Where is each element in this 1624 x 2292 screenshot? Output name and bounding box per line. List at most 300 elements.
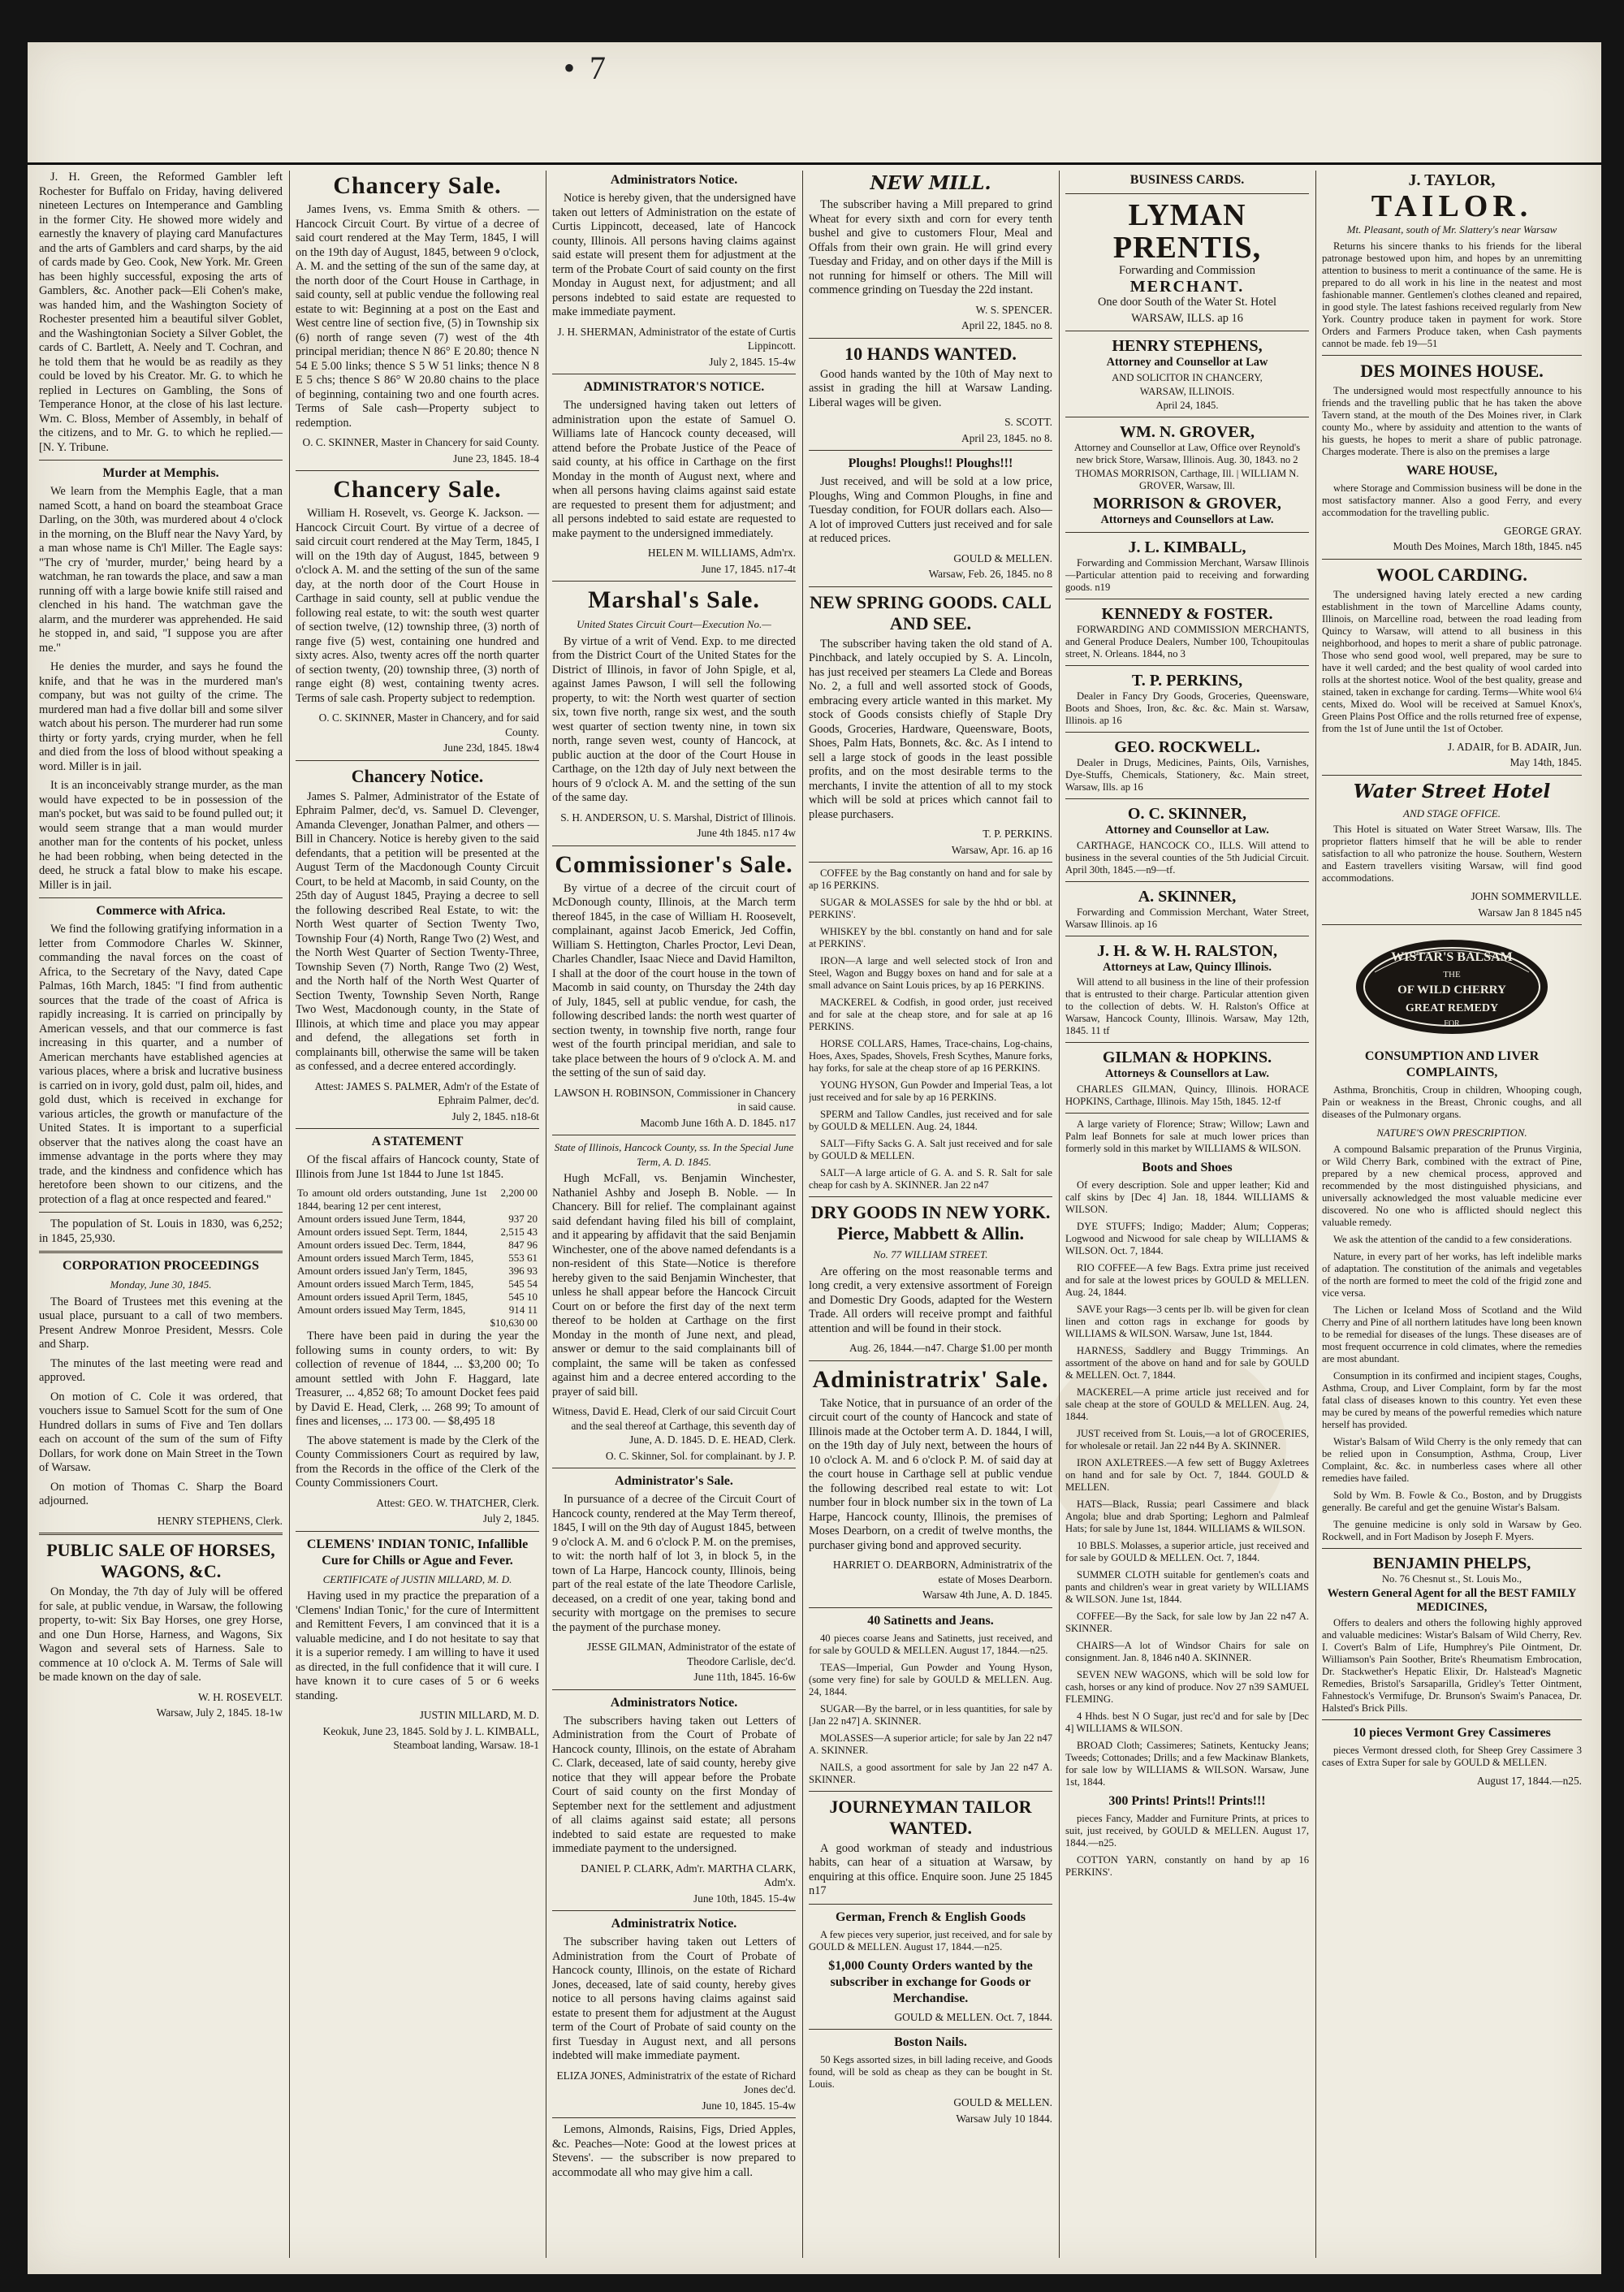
page-mark: • 7 — [564, 50, 610, 86]
ad-coffee: COFFEE by the Bag constantly on hand and for sale by ap 16 PERKINS. — [809, 867, 1052, 891]
fiscal-item: Amount orders issued April Term, 1845, — [297, 1291, 469, 1303]
headline-cassimeres: 10 pieces Vermont Grey Cassimeres — [1353, 1725, 1551, 1740]
article-paragraph: We learn from the Memphis Eagle, that a man named Scott, a hand on board the steamboat Grace Darling, on the 30th, was murdered about 4 o'clock in the morning, on the Bluff near the Navy Yard, by a man whose name is Ch'l Miller. The Eagle says: "The cry of 'murder, murder,' being heard by a watchman, he ran towards the place, and saw a man running off with a large bowie knife still raised and clenched in his hand. The watchman gave the alarm, and the murderer was apprehended. He said he stopped in, and said, "I suppose you are after me." — [39, 485, 283, 655]
ad-save-rags: SAVE your Rags—3 cents per lb. will be given for clean linen and cotton rags in exchange for goods by WILLIAMS & WILSON. Warsaw, June 1st, 1844. — [1065, 1303, 1309, 1339]
signature: S. SCOTT. — [1004, 416, 1052, 428]
dateline: Warsaw 4th June, A. D. 1845. — [922, 1589, 1052, 1601]
emblem-text-bot: GREAT REMEDY — [1405, 1002, 1499, 1014]
notice-paragraph: The undersigned would most respectfully announce to his friends and the travelling public that he has taken the above Tavern stand, at the mouth of the Des Moines river, in Clark county Mo., where by assiduity and attention to the wants of his guests, he hopes to merit a share of public patronage. Charges moderate. There is also on the premises a large — [1322, 384, 1582, 457]
card-henry-stephens: HENRY STEPHENS, — [1112, 337, 1263, 355]
newspaper-page — [28, 42, 1601, 2274]
notice-paragraph: Are offering on the most reasonable terms and long credit, a very extensive assortment of Foreign and Domestic Dry Goods, adapted for the Western Trade. All orders will receive prompt and faithful attention and will be found in their stock. — [809, 1265, 1052, 1335]
signature: Attest: JAMES S. PALMER, Adm'r of the Estate of Ephraim Palmer, dec'd. — [314, 1079, 539, 1106]
notice-paragraph: James Ivens, vs. Emma Smith & others. — Hancock Circuit Court. By virtue of a decree of said court rendered at the May Term, 1845, I will on the 19th day of August, 1845, between 9 o'clock, A. M. and the setting of the sun of the same day, at the north door of the Court House in Carthage, in said county, sell at public vendue the following real estate to wit: Beginning at a post on the East and West centre line of section five, (5) in Township six (6) north of range seven (7) west of the 4th principal meridian; thence N 86° E 20.80; thence N 54 E 5.00 links; thence S 5 W 51 links; thence N 8 E 5 chs; thence S 86° W 20.80 chains to the place of beginning, containing two and one fourth acres. Terms of Sale cash—Property subject to redemption. — [296, 203, 539, 430]
dateline: April 22, 1845. no 8. — [961, 319, 1052, 331]
ad-nails: NAILS, a good assortment for sale by Jan 22 n47 A. SKINNER. — [809, 1761, 1052, 1785]
notice-paragraph: Sold by Wm. B. Fowle & Co., Boston, and by Druggists generally. Be careful and get the genuine Wistar's Balsam. — [1322, 1489, 1582, 1513]
card-benjamin-phelps: BENJAMIN PHELPS, — [1372, 1554, 1531, 1572]
ad-iron-axletrees: IRON AXLETREES.—A few sett of Buggy Axletrees on hand and for sale by Oct. 7, 1844. GOULD & MELLEN. — [1065, 1456, 1309, 1493]
dateline: O. C. Skinner, Sol. for complainant. by J. P. — [605, 1449, 796, 1462]
separator — [809, 1607, 1052, 1608]
ad-molasses: 10 BBLS. Molasses, a superior article, just received and for sale by GOULD & MELLEN. Oct. 7, 1844. — [1065, 1539, 1309, 1563]
fiscal-item: Amount orders issued Sept. Term, 1844, — [297, 1226, 468, 1238]
article-paragraph: On motion of Thomas C. Sharp the Board adjourned. — [39, 1480, 283, 1507]
separator — [552, 845, 796, 846]
notice-paragraph: A good workman of steady and industrious habits, can hear of a situation at Warsaw, by enquiring at this office. Enquire soon. June 25 1845 n17 — [809, 1841, 1052, 1897]
separator — [1322, 355, 1582, 356]
card-line: Dealer in Drugs, Medicines, Paints, Oils, Varnishes, Dye-Stuffs, Chemicals, Stationery, &c. Main street, Warsaw, Ills. ap 16 — [1065, 757, 1309, 793]
notice-paragraph: Just received, and will be sold at a low price, Ploughs, Wing and Common Ploughs, in fine and Tuesday condition, for FOUR dollars each. Also—A lot of improved Cutters just received and for sale at reduced prices. — [809, 475, 1052, 545]
fiscal-amount: $10,630 00 — [490, 1317, 538, 1329]
card-line: Dealer in Fancy Dry Goods, Groceries, Queensware, Boots and Shoes, Iron, &c. &c. &c. Main st. Warsaw, Illinois. ap 16 — [1065, 690, 1309, 726]
article-green-gambler: J. H. Green, the Reformed Gambler left Rochester for Buffalo on Friday, having delivered nineteen Lectures on Intemperance and Gambling in the former City. He showed more widely and earnestly the knavery of playing card Manufactures and the arts of Gamblers and card sharps, by the aid of cards made by Geo. Cook, New York. Mr. Green has been highly successful, exposing the arts of Gamblers, &c. Another pack—Eli Cohen's make, was handed him, and the Washington Society of Rochester presented him a beautiful silver Goblet, and the Washingtonian Society a Silver Goblet, the cards of C. Bartlett, A. Neely and T. Cochran, and he told them that he would be as readily as they could be loved by his Creator. Mr. G. to which he replied in Lectures on Gambling, the Sons of Temperance Honor, at the close of his last lecture. Wm. C. Bloss, Member of Assembly, in behalf of the citizens, and to Mr. G. to which he replied.—[N. Y. Tribune. — [39, 171, 283, 454]
column-5 — [1065, 171, 1309, 2258]
card-lyman-prentis: LYMAN PRENTIS, — [1112, 198, 1262, 265]
emblem-text-mid: OF WILD CHERRY — [1397, 984, 1506, 997]
ad-salt: SALT—Fifty Sacks G. A. Salt just received and for sale by GOULD & MELLEN. — [809, 1138, 1052, 1161]
signature: GEORGE GRAY. — [1504, 524, 1582, 537]
card-line: WARSAW, ILLINOIS. — [1139, 385, 1235, 397]
ad-harness: HARNESS, Saddlery and Buggy Trimmings. An assortment of the above on hand and for sale by GOULD & MELLEN. Oct. 7, 1844. — [1065, 1344, 1309, 1381]
notice-paragraph: On Monday, the 7th day of July will be offered for sale, at public vendue, in Warsaw, the following property, to-wit: Six Bay Horses, one grey Horse, and one Dun Horse, Harness, and Wagons, Six Wagon and several sets of Harness. Sale to commence at 10 o'clock A. M. Terms of Sale will be made known on the day of sale. — [39, 1585, 283, 1684]
fiscal-table — [296, 1187, 539, 1330]
separator — [1322, 775, 1582, 776]
fiscal-amount: 545 10 — [508, 1291, 538, 1303]
signature: HELEN M. WILLIAMS, Adm'rx. — [647, 547, 796, 559]
signature: Witness, David E. Head, Clerk of our said Circuit Court and the seal thereof at Carthage, this seventh day of June, A. D. 1845. D. E. HEAD, Clerk. — [552, 1405, 796, 1446]
separator — [552, 1910, 796, 1911]
separator — [809, 586, 1052, 587]
notice-paragraph: Asthma, Bronchitis, Croup in children, Whooping cough, Pain or weakness in the Breast, Chronic coughs, and all diseases of the Pulmonary organs. — [1322, 1084, 1582, 1120]
dateline: Warsaw July 10 1844. — [956, 2112, 1052, 2125]
dateline: June 10, 1845. 15-4w — [702, 2099, 796, 2112]
separator — [296, 470, 539, 471]
signature: W. H. ROSEVELT. — [197, 1690, 283, 1703]
dateline: June 17, 1845. n17-4t — [701, 562, 796, 575]
article-paragraph: The population of St. Louis in 1830, was 6,252; in 1845, 25,930. — [39, 1217, 283, 1245]
fiscal-amount: 937 20 — [508, 1213, 538, 1225]
fiscal-item: Amount orders issued Jan'y Term, 1845, — [297, 1265, 468, 1277]
ad-mackerel: MACKEREL—A prime article just received and for sale cheap at the store of GOULD & MELLEN. Aug. 24, 1844. — [1065, 1386, 1309, 1422]
ad-dye-stuffs: DYE STUFFS; Indigo; Madder; Alum; Copperas; Logwood and Nicwood for sale cheap by WILLIAMS & WILSON. Oct. 7, 1844. — [1065, 1220, 1309, 1256]
card-line: No. 76 Chesnut st., St. Louis Mo., — [1381, 1572, 1522, 1585]
fiscal-item: Amount orders issued Dec. Term, 1844, — [297, 1239, 466, 1251]
separator — [1065, 1113, 1309, 1114]
column-rule — [802, 171, 803, 2258]
separator — [39, 460, 283, 461]
ad-horse-collars: HORSE COLLARS, Hames, Trace-chains, Log-chains, Hoes, Axes, Spades, Shovels, Fresh Scythes, Manure forks, hay forks, for sale at the cheap store of ap 16 PERKINS. — [809, 1038, 1052, 1074]
card-line: April 24, 1845. — [1155, 399, 1219, 411]
card-line: Forwarding and Commission Merchant, Water Street, Warsaw Illinois. ap 16 — [1065, 906, 1309, 930]
ad-boots: Of every description. Sole and upper leather; Kid and calf skins by [Dec 4] Jan. 18, 1844. WILLIAMS & WILSON. — [1065, 1178, 1309, 1215]
signature: JOHN SOMMERVILLE. — [1471, 890, 1582, 902]
headline-business-cards: BUSINESS CARDS. — [1129, 173, 1245, 187]
signature: ELIZA JONES, Administratrix of the estate of Richard Jones dec'd. — [556, 2069, 796, 2095]
headline-administrators-notice: ADMINISTRATOR'S NOTICE. — [583, 380, 765, 394]
ad-whiskey: WHISKEY by the bbl. constantly on hand and for sale at PERKINS'. — [809, 926, 1052, 949]
subheading: NATURE'S OWN PRESCRIPTION. — [1376, 1127, 1527, 1139]
fiscal-item: Amount orders issued March Term, 1845, — [297, 1252, 474, 1264]
separator — [1065, 732, 1309, 733]
ad-cotton-yarn: COTTON YARN, constantly on hand by ap 16 PERKINS'. — [1065, 1853, 1309, 1878]
emblem-text-for: FOR — [1444, 1019, 1460, 1028]
separator — [296, 1531, 539, 1532]
headline-public-sale-horses: PUBLIC SALE OF HORSES, WAGONS, &C. — [46, 1540, 275, 1581]
dateline: Warsaw, July 2, 1845. 18-1w — [156, 1706, 283, 1719]
headline-administrators-sale: Administrator's Sale. — [615, 1474, 733, 1488]
dateline: Macomb June 16th A. D. 1845. n17 — [640, 1116, 796, 1129]
notice-paragraph: The Lichen or Iceland Moss of Scotland and the Wild Cherry and Pine of all northern latitudes have long been known to be remedial for diseases of the lungs. These diseases are of most frequent occurrence in cold climates, where the remedies are most abundant. — [1322, 1304, 1582, 1364]
card-line: Mt. Pleasant, south of Mr. Slattery's near Warsaw — [1346, 223, 1557, 236]
column-6 — [1322, 171, 1582, 2258]
notice-paragraph: Having used in my practice the preparation of a 'Clemens' Indian Tonic,' for the cure of Intermittent and Remittent Fevers, I am convinced that it is a valuable medicine, and I do not hesitate to say that it is a superior remedy. I am willing to have it used as directed, in the full confidence that it will cure. I have known it to cure cases of 5 or 6 weeks standing. — [296, 1589, 539, 1702]
separator — [39, 1533, 283, 1535]
headline-chancery-sale: Chancery Sale. — [333, 172, 502, 199]
signature: GOULD & MELLEN. — [953, 2096, 1052, 2108]
headline-journeyman-tailor: JOURNEYMAN TAILOR WANTED. — [829, 1796, 1032, 1838]
signature: HARRIET O. DEARBORN, Administratrix of the estate of Moses Dearborn. — [832, 1559, 1052, 1585]
headline-chancery-sale: Chancery Sale. — [333, 476, 502, 503]
headline-administratrix-notice: Administratrix Notice. — [611, 1917, 737, 1931]
dateline: Mouth Des Moines, March 18th, 1845. n45 — [1393, 540, 1582, 552]
fiscal-row — [296, 1265, 539, 1278]
card-tailor: TAILOR. — [1371, 189, 1533, 223]
article-paragraph: It is an inconceivably strange murder, as the man would have expected to be in possession of the man's pocket, but was said to be found pulled out; it would seem strange that a man would murder another man for the contents of his pocket, unless he had been robbing, when being detected in the deed, he struck a fatal blow to make his escape. Miller is in jail. — [39, 779, 283, 892]
signature: GOULD & MELLEN. Oct. 7, 1844. — [894, 2010, 1052, 2023]
dateline: May 14th, 1845. — [1510, 756, 1582, 768]
article-paragraph: He denies the murder, and says he found the knife, and that he was in the murdered man's company, but was not guilty of the crime. The murdered man had a five dollar bill and some silver watch about his person. The murderer had run some thirty or forty yards, crying murder, when he fell and died from the loss of blood without speaking a word. Miller is in jail. — [39, 660, 283, 773]
ad-cassimeres: pieces Vermont dressed cloth, for Sheep Grey Cassimere 3 cases of Extra Super for sale by GOULD & MELLEN. — [1322, 1744, 1582, 1768]
ad-young-hyson: YOUNG HYSON, Gun Powder and Imperial Teas, a lot just received and for sale by ap 16 PERKINS. — [809, 1079, 1052, 1103]
separator — [809, 1904, 1052, 1905]
fiscal-amount: 847 96 — [508, 1239, 538, 1251]
separator — [1065, 193, 1309, 194]
column-rule — [1059, 171, 1060, 2258]
ad-foreign-goods: A few pieces very superior, just received, and for sale by GOULD & MELLEN. August 17, 1844.—n25. — [809, 1928, 1052, 1953]
emblem-text-the: THE — [1443, 970, 1461, 980]
dateline: Aug. 26, 1844.—n47. Charge $1.00 per month — [849, 1342, 1052, 1354]
ad-mackerel: MACKEREL & Codfish, in good order, just received and for sale at the cheap store, and for sale at ap 16 PERKINS. — [809, 997, 1052, 1032]
headline-commerce-africa: Commerce with Africa. — [96, 904, 226, 918]
ad-boston-nails: 50 Kegs assorted sizes, in bill lading receive, and Goods found, will be sold as cheap as they can be bought in St. Louis. — [809, 2054, 1052, 2090]
headline-county-orders: $1,000 County Orders wanted by the subscriber in exchange for Goods or Merchandise. — [828, 1958, 1033, 2005]
fiscal-item: To amount old orders outstanding, June 1st 1844, bearing 12 per cent interest, — [297, 1187, 487, 1212]
separator — [552, 581, 796, 582]
notice-paragraph: There have been paid in during the year the following sums in county orders, to wit: By collection of revenue of 1844, ... $3,200 00; To amount settled with John F. Haggard, late Treasurer, ... 4,852 68; To amount Docket fees paid by David E. Head, Clerk, ... 268 99; To amount of fines and licenses, ... 173 00. — $8,495 18 — [296, 1330, 539, 1428]
fiscal-item: Amount orders issued March Term, 1845, — [297, 1278, 474, 1290]
signature: Attest: GEO. W. THATCHER, Clerk. — [376, 1496, 539, 1509]
subheading: United States Circuit Court—Execution No.— — [577, 618, 771, 630]
card-line: One door South of the Water St. Hotel — [1098, 296, 1276, 309]
ad-summer-cloth: SUMMER CLOTH suitable for gentlemen's coats and pants and children's wear in great variety by WILLIAMS & WILSON. June 1st, 1844. — [1065, 1568, 1309, 1605]
ad-molasses: MOLASSES—A superior article; for sale by Jan 22 n47 A. SKINNER. — [809, 1732, 1052, 1756]
separator — [39, 1212, 283, 1213]
card-role: Attorneys & Counsellors at Law. — [1105, 1067, 1269, 1080]
card-kimball: J. L. KIMBALL, — [1128, 538, 1246, 556]
card-kennedy-foster: KENNEDY & FOSTER. — [1101, 605, 1273, 623]
separator — [552, 2117, 796, 2118]
ad-hats: HATS—Black, Russia; pearl Cassimere and black Angola; blue and drab Sporting; Leghorn and Palmleaf Hats; for sale by June 1st, 1844. WILLIAMS & WILSON. — [1065, 1498, 1309, 1534]
fiscal-row — [296, 1278, 539, 1291]
notice-paragraph: A compound Balsamic preparation of the Prunus Virginia, or Wild Cherry Bark, combined with the extract of Pine, prepared by a new chemical process, approved and recommended by the most distinguished physicians, and universally acknowledged the most valuable medicine ever discovered. No one who is afflicted should neglect this valuable remedy. — [1322, 1143, 1582, 1228]
signature: T. P. PERKINS. — [983, 828, 1052, 840]
headline-administrators-notice: Administrators Notice. — [610, 1695, 738, 1710]
fiscal-item — [296, 1317, 489, 1330]
dateline: June 11th, 1845. 16-6w — [693, 1671, 796, 1683]
ad-broad-cloth: BROAD Cloth; Cassimeres; Satinets, Kentucky Jeans; Tweeds; Cottonades; Drills; and a few Mackinaw Blankets, for sale low by WILLIAMS & WILSON. Warsaw, June 1st, 1844. — [1065, 1739, 1309, 1788]
column-1 — [39, 171, 283, 2258]
column-rule — [289, 171, 290, 2258]
dateline: June 10th, 1845. 15-4w — [693, 1892, 796, 1905]
fiscal-row — [296, 1187, 539, 1213]
card-ralston: J. H. & W. H. RALSTON, — [1097, 941, 1277, 960]
fiscal-row — [296, 1252, 539, 1265]
notice-paragraph: Good hands wanted by the 10th of May next to assist in grading the hill at Warsaw Landing. Liberal wages will be given. — [809, 367, 1052, 409]
fiscal-row — [296, 1226, 539, 1239]
separator — [1322, 1719, 1582, 1720]
headline-commissioners-sale: Commissioner's Sale. — [555, 850, 793, 878]
card-gilman-hopkins: GILMAN & HOPKINS. — [1102, 1049, 1272, 1066]
card-oc-skinner: O. C. SKINNER, — [1127, 805, 1247, 823]
ad-coffee: COFFEE—By the Sack, for sale low by Jan 22 n47 A. SKINNER. — [1065, 1610, 1309, 1634]
signature: S. H. ANDERSON, U. S. Marshal, District of Illinois. — [560, 811, 796, 824]
article-paragraph: The Board of Trustees met this evening at the usual place, pursuant to a call of two members. Present Andrew Monroe President, Messrs. Cole and Sharp. — [39, 1295, 283, 1351]
ad-sugar: SUGAR—By the barrel, or in less quantities, for sale by [Jan 22 n47] A. SKINNER. — [809, 1702, 1052, 1727]
card-line: AND SOLICITOR IN CHANCERY, — [1112, 371, 1263, 383]
fiscal-amount: 396 93 — [508, 1265, 538, 1277]
card-line: Attorney and Counsellor at Law, Office over Reynold's new brick Store, Warsaw, Illinois. Aug. 30, 1843. no 2 — [1073, 441, 1301, 465]
notice-paragraph: We ask the attention of the candid to a few considerations. — [1333, 1233, 1572, 1245]
ad-satinetts: 40 pieces coarse Jeans and Satinetts, just received, and for sale by GOULD & MELLEN. August 17, 1844.—n25. — [809, 1632, 1052, 1656]
card-morrison-grover: MORRISON & GROVER, — [1093, 494, 1281, 512]
fiscal-row — [296, 1239, 539, 1252]
headline-administratrix-sale: Administratrix' Sale. — [812, 1365, 1049, 1393]
headline-statement: A STATEMENT — [371, 1135, 464, 1148]
notice-paragraph: William H. Rosevelt, vs. George K. Jackson. — Hancock Circuit Court. By virtue of a decree of said circuit court rendered at the May Term, 1845, I will on the 19th day of August, 1845, between 9 o'clock A. M. and the setting of the sun of the same day, at the north door of the Court House in Carthage in said county, sell at public vendue the following real estate, to wit: the south west quarter of section twelve, (12) township three, (3) north of range five (5) west, containing one hundred and sixty acres. Also, twenty acres off the north quarter of section twenty, (20) township three, (3) north of range eight (8) west, containing twenty acres. Terms of sale cash. Property subject to redemption. — [296, 507, 539, 705]
ad-chairs: CHAIRS—A lot of Windsor Chairs for sale on consignment. Jan. 8, 1846 n40 A. SKINNER. — [1065, 1639, 1309, 1663]
separator — [296, 1128, 539, 1129]
headline-boots-shoes: Boots and Shoes — [1142, 1160, 1233, 1174]
ad-salt: SALT—A large article of G. A. and S. R. Salt for sale cheap for cash by A. SKINNER. Jan 22 n47 — [809, 1167, 1052, 1191]
card-line: Will attend to all business in the line of their profession that is entrusted to their charge. Particular attention given to the collection of debts. W. H. Ralston's Office at Warsaw, Hancock County, Illinois. Warsaw, May 12th, 1845. 11 tf — [1065, 976, 1309, 1036]
column-3 — [552, 171, 796, 2258]
dateline: June 4th 1845. n17 4w — [697, 827, 796, 839]
signature: O. C. SKINNER, Master in Chancery for said County. — [302, 436, 539, 448]
column-rule — [1315, 171, 1316, 2258]
ad-teas: TEAS—Imperial, Gun Powder and Young Hyson, (some very fine) for sale by GOULD & MELLEN. Aug. 24, 1844. — [809, 1661, 1052, 1697]
signature: J. H. SHERMAN, Administrator of the estate of Curtis Lippincott. — [557, 325, 796, 352]
signature: LAWSON H. ROBINSON, Commissioner in Chancery in said cause. — [554, 1086, 796, 1113]
headline-chancery-notice: Chancery Notice. — [351, 765, 484, 786]
subheading: AND STAGE OFFICE. — [1403, 807, 1501, 819]
separator — [39, 1251, 283, 1253]
column-2 — [296, 171, 539, 2258]
separator — [809, 1791, 1052, 1792]
dateline: April 23, 1845. no 8. — [961, 431, 1052, 444]
dateline: June 23, 1845. 18-4 — [452, 452, 539, 465]
dateline: Warsaw Jan 8 1845 n45 — [1478, 906, 1582, 919]
notice-paragraph: By virtue of a writ of Vend. Exp. to me directed from the District Court of the United States for the District of Illinois, in favor of John Spigle, et al, against James Pawson, I will sell the following property, to wit: the North west quarter of section six, town five north, range six west, and the south west quarter of section twenty nine, in town six north, range seven west, county of Hancock, at public auction at the door of the Court House in Carthage, on the 12th day of July next between the hours of 9 o'clock A. M. and the setting of the sun of the same day. — [552, 634, 796, 804]
separator — [1065, 532, 1309, 533]
headline-german-french-goods: German, French & English Goods — [836, 1909, 1026, 1924]
fiscal-row — [296, 1317, 539, 1330]
header-rule — [28, 162, 1601, 165]
signature: JUSTIN MILLARD, M. D. — [419, 1709, 539, 1721]
notice-paragraph: where Storage and Commission business will be done in the most satisfactory manner. Also a good Ferry, and every accommodation for the travelling public. — [1322, 482, 1582, 518]
card-line: Forwarding and Commission — [1119, 264, 1255, 277]
notice-paragraph: Of the fiscal affairs of Hancock county, State of Illinois from June 1st 1844 to June 1st 1845. — [296, 1153, 539, 1181]
notice-paragraph: Wistar's Balsam of Wild Cherry is the only remedy that can be relied upon in Consumption, Asthma, Croup, Liver Complaint, &c. &c. in numberless cases where all other remedies have failed. — [1322, 1435, 1582, 1484]
article-paragraph: On motion of C. Cole it was ordered, that vouchers issue to Samuel Scott for the sum of One Hundred dollars in sums of Five and Ten dollars each on account of the sum of the sum of Fifty Dollars, for work done on Main Street in the Town of Warsaw. — [39, 1390, 283, 1474]
notice-paragraph: Nature, in every part of her works, has left indelible marks of adaptation. The constitution of the animals and vegetables of the north are formed to meet the cold of the frigid zone and vice versa. — [1322, 1250, 1582, 1299]
headline-clemens-tonic: CLEMENS' INDIAN TONIC, Infallible Cure for Chills or Ague and Fever. — [306, 1537, 529, 1568]
separator — [809, 338, 1052, 339]
fiscal-item: Amount orders issued June Term, 1844, — [297, 1213, 466, 1225]
headline-consumption: CONSUMPTION AND LIVER COMPLAINTS, — [1364, 1049, 1540, 1079]
dateline: July 2, 1845. 15-4w — [709, 355, 796, 368]
subheading: State of Illinois, Hancock County, ss. In the Special June Term, A. D. 1845. — [554, 1141, 794, 1168]
card-role: MERCHANT. — [1129, 277, 1245, 296]
separator — [809, 862, 1052, 863]
dateline: Warsaw, Feb. 26, 1845. no 8 — [928, 568, 1052, 580]
notice-paragraph: The subscriber having taken the old stand of A. Pinchback, and lately occupied by S. A. Lincoln, has just received per steamers La Clede and Boreas No. 2, a full and well assorted stock of Goods, embracing every article wanted in this market. My stock of Goods consists chiefly of Staple Dry Goods, Groceries, Hardware, Queensware, Boots, Shoes, Palm Hats, Bonnets, &c. &c. As I intend to sell a large stock of goods in the least possible profits, and on the most desirable terms to the merchants, I invite the attention of all to my stock which will be sold at prices which cannot fail to please purchasers. — [809, 637, 1052, 821]
ad-sugar-molasses: SUGAR & MOLASSES for sale by the hhd or bbl. at PERKINS'. — [809, 897, 1052, 920]
headline-ploughs: Ploughs! Ploughs!! Ploughs!!! — [848, 456, 1013, 470]
signature: JESSE GILMAN, Administrator of the estate of Theodore Carlisle, dec'd. — [587, 1641, 796, 1667]
fiscal-amount: 2,515 43 — [500, 1226, 538, 1238]
column-4 — [809, 171, 1052, 2258]
headline-satinetts-jeans: 40 Satinetts and Jeans. — [867, 1613, 994, 1628]
card-line: FORWARDING AND COMMISSION MERCHANTS, and General Produce Dealers, Number 100, Tchoupitoulas street, N. Orleans. 1844, no 3 — [1065, 624, 1309, 659]
notice-paragraph: Consumption in its confirmed and incipient stages, Coughs, Asthma, Croup, and Liver Complaint, form by far the most fatal class of diseases known to this country. Yet even these may be cured by means of the powerful remedies which nature herself has provided. — [1322, 1369, 1582, 1430]
headline-hands-wanted: 10 HANDS WANTED. — [844, 343, 1017, 364]
headline-murder-memphis: Murder at Memphis. — [102, 466, 219, 480]
signature: HENRY STEPHENS, Clerk. — [157, 1514, 283, 1527]
notice-paragraph: The subscriber having taken out Letters of Administration from the Court of Probate of Hancock county, Illinois, on the estate of Richard Jones, deceased, late of said county, hereby gives notice to all persons having claims against said estate to present them for adjustment at the August term of the Court of Probate of said county on the first Tuesday in August next, and all persons indebted will make immediate payment. — [552, 1935, 796, 2062]
subheading: No. 77 WILLIAM STREET. — [873, 1248, 988, 1261]
dateline: July 2, 1845. — [482, 1512, 539, 1524]
notice-paragraph: James S. Palmer, Administrator of the Estate of Ephraim Palmer, dec'd, vs. Samuel D. Clevenger, Amanda Clevenger, Jonathan Palmer, and others — Bill in Chancery. Notice is hereby given to the said defendants, that a petition will be presented at the August Term of the Macdonough County Circuit Court, to be held at Macomb, in said County, on the 25th day of August 1845, Praying a decree to sell the following described Real Estate, to wit: the North West quarter of Section Twenty Two, Township Four (4) North, Range Two (2) West, and the North West Quarter of Section Twenty-Three, Township Seven (7) North, Range Two (2) West, and the North half of the North West Quarter of Section Twenty, Township Seven North, Range Two West, Macdonough county, in the State of Illinois, at which time and place you may appear and defend, the allegations set forth in complainants bill, otherwise the same will be taken as confessed, and a decree entered accordingly. — [296, 789, 539, 1073]
signature: J. ADAIR, for B. ADAIR, Jun. — [1447, 740, 1582, 753]
separator — [1065, 665, 1309, 666]
separator — [552, 1689, 796, 1690]
separator — [809, 1196, 1052, 1197]
headline-dry-goods-new-york: DRY GOODS IN NEW YORK. Pierce, Mabbett & Allin. — [810, 1202, 1051, 1243]
card-role: Attorneys at Law, Quincy Illinois. — [1103, 960, 1272, 974]
dateline: June 23d, 1845. 18w4 — [443, 742, 539, 754]
notice-paragraph: By virtue of a decree of the circuit court of McDonough county, Illinois, at the March term thereof 1845, in the case of William H. Roosevelt, complainant, against Jacob Emerick, Jed Coffin, William S. Hettington, Charles Proctor, Levi Dean, Charles Chandler, Isaac Niece and David Hamilton, I shall at the door of the court house in the town of Macomb in said county, on Thursday the 24th day of July, 1845, sell at public vendue, for cash, the following described lands: the north west quarter of section twenty, in township five north, range four west of the fourth principal meridian, and sale to take place between the hours of 9 o'clock A. M. and the setting of the sun of said day. — [552, 881, 796, 1079]
dateline: July 2, 1845. n18-6t — [451, 1109, 539, 1122]
card-line: Forwarding and Commission Merchant, Warsaw Illinois—Particular attention paid to receiving and forwarding goods. n19 — [1065, 557, 1309, 593]
signature: DANIEL P. CLARK, Adm'r. MARTHA CLARK, Adm'x. — [581, 1862, 796, 1888]
card-wm-grover: WM. N. GROVER, — [1119, 422, 1255, 441]
ad-prints: pieces Fancy, Madder and Furniture Prints, at prices to suit, just received, by GOULD & MELLEN. August 17, 1844.—n25. — [1065, 1812, 1309, 1849]
notice-paragraph: The genuine medicine is only sold in Warsaw by Geo. Rockwell, and in Fort Madison by Joseph F. Myers. — [1322, 1518, 1582, 1542]
separator — [39, 897, 283, 898]
notice-paragraph: The undersigned having taken out letters of administration upon the estate of Samuel O. Williams late of Hancock county deceased, will attend before the Probate Justice of the Peace of said county, at his office in Carthage on the first Monday in the month of August next, where and when all persons having claims against said estate are requested to present them for adjustment; and all persons indebted to said estate are requested to make payment to the undersigned immediately. — [552, 399, 796, 540]
signature: GOULD & MELLEN. — [953, 551, 1052, 564]
card-perkins: T. P. PERKINS, — [1131, 672, 1243, 690]
notice-paragraph: This Hotel is situated on Water Street Warsaw, Ills. The proprietor flatters himself that he will be able to render satisfaction to all who patronize the house. Southern, Western and Eastern travellers visiting Warsaw, will find good accommodations. — [1322, 824, 1582, 884]
headline-corporation-proceedings: CORPORATION PROCEEDINGS — [63, 1259, 259, 1273]
headline-new-spring-goods: NEW SPRING GOODS. CALL AND SEE. — [810, 591, 1052, 634]
separator — [1322, 559, 1582, 560]
separator — [809, 2029, 1052, 2030]
ad-sugar: 4 Hhds. best N O Sugar, just rec'd and for sale by [Dec 4] WILLIAMS & WILSON. — [1065, 1710, 1309, 1734]
signature: O. C. SKINNER, Master in Chancery, and for said County. — [318, 711, 539, 738]
headline-ware-house: WARE HOUSE, — [1406, 463, 1498, 478]
ad-wagons: SEVEN NEW WAGONS, which will be sold low for cash, horses or any kind of produce. Nov 27 n39 SAMUEL FLEMING. — [1065, 1668, 1309, 1705]
headline-boston-nails: Boston Nails. — [894, 2035, 967, 2049]
separator — [809, 1360, 1052, 1361]
notice-paragraph: Lemons, Almonds, Raisins, Figs, Dried Apples, &c. Peaches—Note: Good at the lowest prices at Stevens'. — the subscriber is now prepared to accommodate all who may give him a call. — [552, 2123, 796, 2179]
ad-bonnets: A large variety of Florence; Straw; Willow; Lawn and Palm leaf Bonnets for sale at much lower prices than formerly sold in this market by WILLIAMS & WILSON. — [1065, 1118, 1309, 1154]
wistars-balsam-emblem — [1350, 930, 1553, 1044]
article-paragraph: The minutes of the last meeting were read and approved. — [39, 1356, 283, 1384]
headline-new-mill: NEW MILL. — [870, 172, 991, 194]
dateline: Warsaw, Apr. 16. ap 16 — [951, 843, 1052, 856]
separator — [1065, 798, 1309, 799]
fiscal-amount: 553 61 — [508, 1252, 538, 1264]
card-role: Western General Agent for all the BEST FAMILY MEDICINES, — [1327, 1586, 1577, 1614]
notice-paragraph: The subscribers having taken out Letters of Administration from the Court of Probate of Hancock county, Illinois, on the estate of Abraham C. Clark, deceased, late of said county, hereby give notice that they will appear before the Probate Court of said county on the first Monday of September next for the settlement and adjustment of all claims against said estate; all persons indebted to said estate are requested to make immediate payment to the undersigned. — [552, 1714, 796, 1855]
separator — [1065, 1042, 1309, 1043]
headline-administrators-notice: Administrators Notice. — [610, 173, 738, 187]
ad-rio-coffee: RIO COFFEE—A few Bags. Extra prime just received and for sale at the lowest prices by GOULD & MELLEN. Aug. 24, 1844. — [1065, 1261, 1309, 1298]
notice-paragraph: Notice is hereby given, that the undersigned have taken out letters of Administration on the estate of Curtis Lippincott, deceased, late of Hancock county, Illinois. All persons having claims against said estate will present them for adjustment at the term of the Probate Court of said county on the first Monday in August next, for adjustment; and all persons indebted to said estate are requested to make immediate payment. — [552, 192, 796, 318]
card-line: THOMAS MORRISON, Carthage, Ill. | WILLIAM N. GROVER, Warsaw, Ill. — [1075, 467, 1299, 491]
separator — [1065, 881, 1309, 882]
headline-water-street-hotel: Water Street Hotel — [1353, 780, 1551, 802]
card-line: CHARLES GILMAN, Quincy, Illinois. HORACE HOPKINS, Carthage, Illinois. May 15th, 1845. 12-tf — [1065, 1083, 1309, 1107]
ad-sperm-candles: SPERM and Tallow Candles, just received and for sale by GOULD & MELLEN. Aug. 24, 1844. — [809, 1109, 1052, 1132]
fiscal-row — [296, 1291, 539, 1304]
notice-paragraph: The undersigned having lately erected a new carding establishment in the town of Marcelline Adams county, Illinois, on Marcelline road, between the road leading from Quincy to Warsaw, will attend to all business in this neighborhood, and hopes to merit a share of public patronage. Those who send good wool, well prepared, may be sure to have it well carded; and the best quality of wool carded into rolls at the shortest notice. Wool of the best quality, grease and stained, taken in exchange for carding. Terms—White wool 6¼ cents, Mixed do. Wool will be received at Samuel Knox's, Green Plains Post Office and the rolls returned free of expense, from the 1st of June until the 1st of October. — [1322, 588, 1582, 734]
card-role: Attorney and Counsellor at Law. — [1105, 824, 1269, 837]
card-a-skinner: A. SKINNER, — [1138, 887, 1237, 906]
ad-groceries: JUST received from St. Louis,—a lot of GROCERIES, for wholesale or retail. Jan 22 n44 By A. SKINNER. — [1065, 1427, 1309, 1451]
emblem-text-top: WISTAR'S BALSAM — [1391, 950, 1513, 964]
card-line: CARTHAGE, HANCOCK CO., ILLS. Will attend to business in the several counties of the 5th Judicial Circuit. April 30th, 1845.—n9—tf. — [1065, 839, 1309, 876]
subheading: CERTIFICATE of JUSTIN MILLARD, M. D. — [322, 1572, 512, 1585]
notice-paragraph: Hugh McFall, vs. Benjamin Winchester, Nathaniel Ashby and Joseph B. Noble. — In Chancery. Bill for relief. The complainant against said defendant having filed his bill of complaint, and it appearing by affidavit that the said Benjamin Winchester, one of the above named defendants is a non-resident of this State—Notice is therefore hereby given to the said Benjamin Winchester, that unless he shall appear before the Hancock Circuit Court on or before the first day of the next term thereof to be holden at Carthage on the first Monday in the month of June next, and plead, answer or demur to the said complainants bill of complaint, the same will be taken as confessed against him and a decree entered according to the prayer of said bill. — [552, 1172, 796, 1399]
separator — [296, 760, 539, 761]
notice-paragraph: Offers to dealers and others the following highly approved and valuable medicines: Wistar's Balsam of Wild Cherry, Rev. I. Covert's Balm of Life, Humphrey's Pile Ointment, Dr. Williamson's Pain Soother, Brite's Rheumatism Embrocation, Dr. Stackwether's Hepatic Elixir, Dr. Halstead's Magnetic Remedies, Bristol's Sarsaparilla, Gridley's Tetter Ointment, Fahnestock's Vermifuge, Dr. Brunson's Swaim's Panacea, Dr. Halsted's Brick Pills. — [1322, 1616, 1582, 1714]
fiscal-amount: 914 11 — [508, 1304, 538, 1316]
notice-paragraph: The subscriber having a Mill prepared to grind Wheat for every sixth and corn for every tenth bushel and give to customers Flour, Meal and Offals from their own grain. He will grind every Tuesday and Friday, and on other days if the Mill is not running for himself or others. The Mill will commence grinding on Tuesday the 22d instant. — [809, 198, 1052, 296]
headline-des-moines-house: DES MOINES HOUSE. — [1360, 360, 1544, 381]
card-role: Attorneys and Counsellors at Law. — [1100, 512, 1274, 526]
dateline: Keokuk, June 23, 1845. Sold by J. L. KIMBALL, Steamboat landing, Warsaw. 18-1 — [322, 1724, 539, 1751]
card-line: WARSAW, ILLS. ap 16 — [1131, 311, 1243, 325]
dateline: Monday, June 30, 1845. — [110, 1278, 212, 1291]
separator — [1322, 924, 1582, 925]
signature: W. S. SPENCER. — [975, 303, 1052, 316]
fiscal-item: Amount orders issued May Term, 1845, — [297, 1304, 466, 1316]
headline-prints: 300 Prints! Prints!! Prints!!! — [1108, 1793, 1266, 1808]
dateline: August 17, 1844.—n25. — [1476, 1774, 1582, 1787]
card-role: Attorney and Counsellor at Law — [1106, 356, 1268, 369]
fiscal-amount: 545 54 — [508, 1278, 538, 1290]
separator — [1322, 1548, 1582, 1549]
headline-wool-carding: WOOL CARDING. — [1376, 564, 1527, 585]
separator — [809, 450, 1052, 451]
ad-tailor: Returns his sincere thanks to his friends for the liberal patronage bestowed upon him, and hopes by an unremitting attention to business to merit a continuance of the same. He is prepared to do all work in his line in the neatest and most fashionable manner. Gentlemen's clothes cleaned and repaired, in good style. The latest fashions received regularly from New York. Country produce taken in payment for work. Store Orders and Farmers Produce taken, when Cash payments cannot be made. feb 19—51 — [1322, 240, 1582, 349]
fiscal-row — [296, 1213, 539, 1226]
card-rockwell: GEO. ROCKWELL. — [1114, 738, 1260, 756]
fiscal-row — [296, 1304, 539, 1317]
article-paragraph: We find the following gratifying information in a letter from Commodore Charles W. Skinner, commanding the naval forces on the coast of Africa, to the Secretary of the Navy, dated Cape Palmas, 16th March, 1845: "I find from authentic sources that the trade of the coast of Africa is rapidly increasing. It is carried on principally by American vessels, and that our commerce is fast increasing in this quarter, and a number of American merchants have established agencies at various places, where a brisk and lucrative business is carried on in ivory, gold dust, palm oil, hides, and gold dust, which is received in exchange for various articles, the growth or manufacture of the United States. It is important to a superficial observer that the natives along the coast have an immense advantage in the ports where they may trade, and the kindness and confidence which has heretofore been shown to our citizens, and the protection of a flag at once respected and feared." — [39, 923, 283, 1206]
